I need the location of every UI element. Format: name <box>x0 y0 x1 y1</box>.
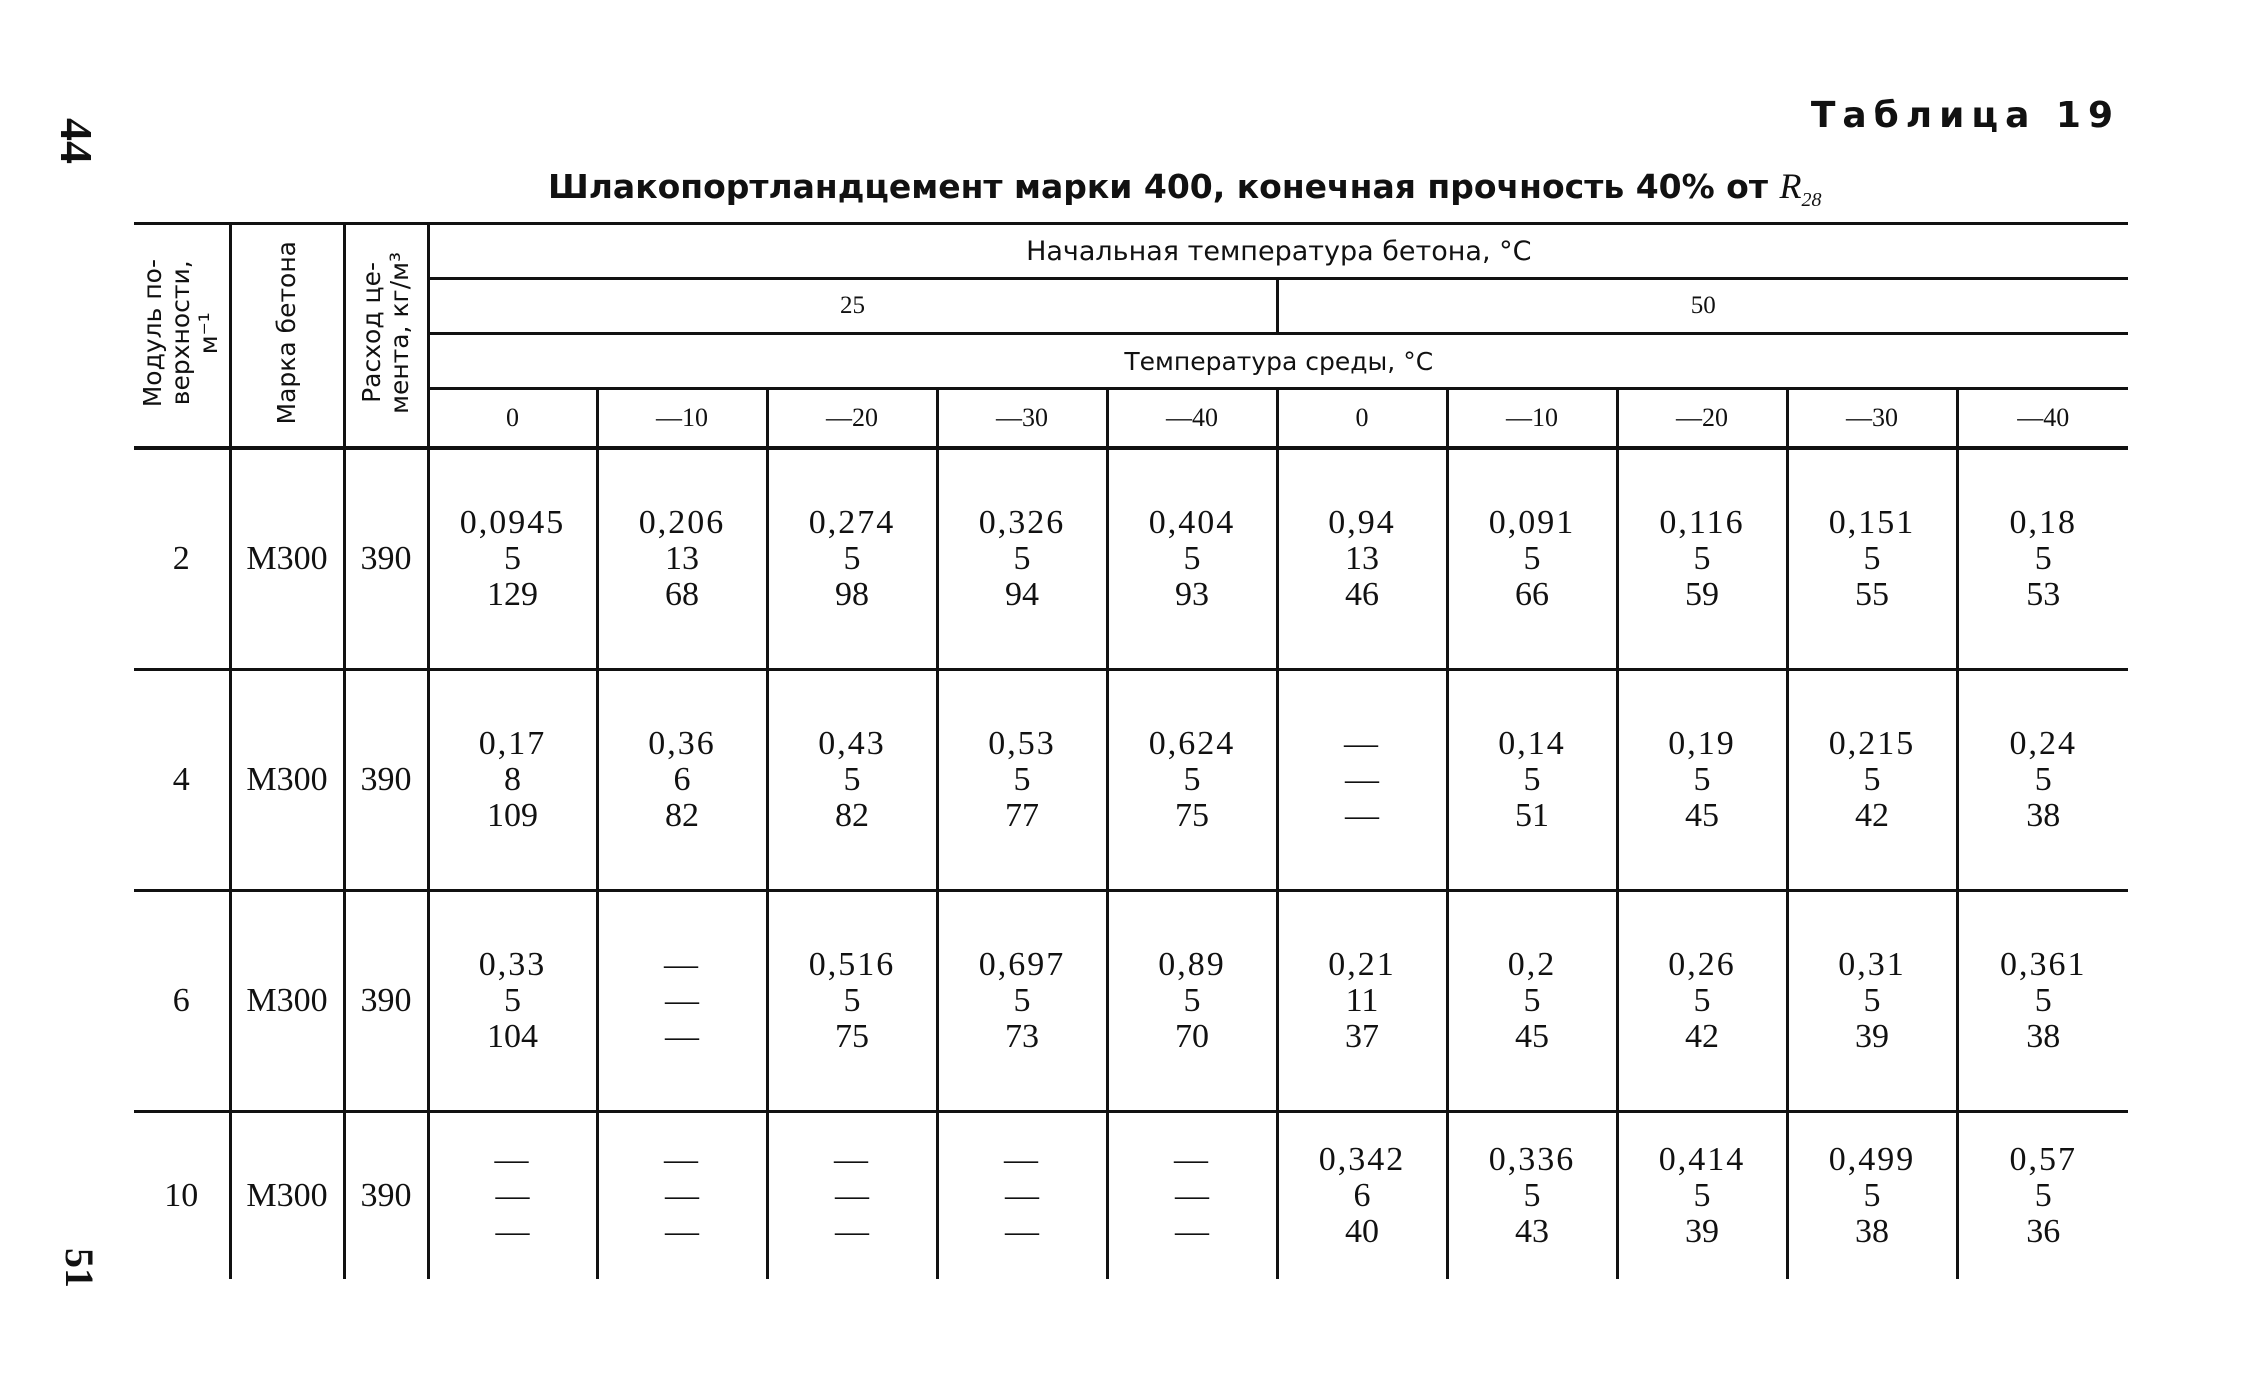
table-row <box>134 891 2128 1112</box>
value-cell <box>1787 891 1957 1112</box>
cell-value: — <box>1345 797 1379 834</box>
cell-value: 5 <box>1523 761 1541 798</box>
value-cell <box>937 670 1107 891</box>
cell-value: 0,499 <box>1828 1141 1916 1178</box>
cell-value: — <box>1175 1213 1209 1250</box>
value-cell <box>597 1112 767 1280</box>
title-symbol: $R_{28}$ <box>1779 166 1822 212</box>
value-cell <box>428 448 597 670</box>
cell-value: 0,206 <box>638 504 726 541</box>
value-cell <box>1957 891 2128 1112</box>
table-row <box>134 670 2128 891</box>
cell-value: 0,274 <box>808 504 896 541</box>
cement-cell: 390 <box>344 891 428 1112</box>
cell-value: 5 <box>1183 982 1201 1019</box>
module-cell: 10 <box>164 1177 199 1214</box>
header-initial-50: 50 <box>1277 279 2128 334</box>
value-cell <box>1957 448 2128 670</box>
cell-value: 0,24 <box>2009 725 2078 762</box>
cell-value: 0,0945 <box>459 504 566 541</box>
cell-value: — <box>835 1213 869 1250</box>
header-env-col: 0 <box>1277 389 1447 449</box>
cell-value: 5 <box>504 982 521 1019</box>
header-env-col: —30 <box>1787 389 1957 449</box>
header-initial-temp: Начальная температура бетона, °С <box>428 224 2128 279</box>
header-env-col: —20 <box>1617 389 1787 449</box>
cell-value: — <box>665 1018 699 1055</box>
header-cement: Расход це- мента, кг/м³ <box>344 224 428 449</box>
cell-value: — <box>664 946 700 983</box>
value-cell <box>1277 891 1447 1112</box>
cell-value: 5 <box>2034 761 2052 798</box>
cell-value: 5 <box>1183 540 1201 577</box>
page-number-top: 44 <box>51 118 102 164</box>
table-title <box>548 165 1821 212</box>
cell-value: 5 <box>1863 1177 1881 1214</box>
cell-value: 5 <box>1013 982 1031 1019</box>
cell-value: — <box>494 1141 531 1178</box>
value-cell <box>1107 891 1277 1112</box>
header-initial-25: 25 <box>428 279 1277 334</box>
cell-value: 0,516 <box>808 946 896 983</box>
cell-value: 59 <box>1685 576 1719 613</box>
cell-value: 5 <box>843 982 861 1019</box>
grade-cell: М300 <box>230 1112 344 1280</box>
cell-value: 51 <box>1515 797 1549 834</box>
cell-value: — <box>1004 1141 1040 1178</box>
cell-value: 70 <box>1175 1018 1209 1055</box>
cell-value: — <box>1005 1213 1039 1250</box>
cell-value: 82 <box>835 797 869 834</box>
header-env-temp: Температура среды, °С <box>428 334 2128 389</box>
cell-value: 75 <box>1175 797 1209 834</box>
table-row <box>134 448 2128 670</box>
cell-value: 5 <box>1523 1177 1541 1214</box>
cell-value: 5 <box>843 540 861 577</box>
cell-value: 0,414 <box>1658 1141 1746 1178</box>
cell-value: 0,89 <box>1158 946 1226 983</box>
cell-value: 0,18 <box>2009 504 2078 541</box>
data-table <box>134 222 2128 1279</box>
cell-value: 6 <box>673 761 691 798</box>
cell-value: 13 <box>665 540 699 577</box>
cell-value: 73 <box>1005 1018 1039 1055</box>
cell-value: 0,404 <box>1148 504 1236 541</box>
value-cell <box>1447 1112 1617 1280</box>
cell-value: 5 <box>843 761 861 798</box>
cement-cell: 390 <box>344 448 428 670</box>
value-cell <box>1447 448 1617 670</box>
value-cell <box>767 448 937 670</box>
header-env-col: —40 <box>1957 389 2128 449</box>
cement-cell: 390 <box>344 1112 428 1280</box>
value-cell <box>1957 1112 2128 1280</box>
cell-value: 45 <box>1685 797 1719 834</box>
cell-value: 45 <box>1515 1018 1549 1055</box>
cell-value: 46 <box>1345 576 1379 613</box>
cell-value: — <box>1345 761 1379 798</box>
cell-value: 0,697 <box>978 946 1066 983</box>
cell-value: — <box>1344 725 1380 762</box>
cell-value: 77 <box>1005 797 1039 834</box>
value-cell <box>597 891 767 1112</box>
cell-value: 5 <box>1013 761 1031 798</box>
value-cell <box>767 670 937 891</box>
cell-value: 5 <box>1863 982 1881 1019</box>
cell-value: 0,116 <box>1659 504 1745 541</box>
cell-value: 98 <box>835 576 869 613</box>
value-cell <box>1617 891 1787 1112</box>
value-cell <box>937 1112 1107 1280</box>
cell-value: 37 <box>1345 1018 1379 1055</box>
cell-value: 5 <box>1523 982 1541 1019</box>
cell-value: — <box>1175 1177 1209 1214</box>
cell-value: 0,53 <box>988 725 1056 762</box>
cell-value: 5 <box>2034 1177 2052 1214</box>
cell-value: — <box>665 1213 699 1250</box>
value-cell <box>937 448 1107 670</box>
cell-value: 0,2 <box>1507 946 1557 983</box>
cell-value: 43 <box>1515 1213 1549 1250</box>
cell-value: — <box>665 1177 699 1214</box>
value-cell <box>428 891 597 1112</box>
value-cell <box>1617 448 1787 670</box>
cell-value: 5 <box>2034 982 2052 1019</box>
cell-value: 0,336 <box>1488 1141 1576 1178</box>
value-cell <box>1787 1112 1957 1280</box>
value-cell <box>1107 670 1277 891</box>
cell-value: 0,21 <box>1328 946 1396 983</box>
cell-value: 75 <box>835 1018 869 1055</box>
cell-value: 0,342 <box>1318 1141 1406 1178</box>
cell-value: 0,33 <box>478 946 547 983</box>
cell-value: 53 <box>2026 576 2061 613</box>
cell-value: 5 <box>504 540 521 577</box>
cell-value: 5 <box>1693 761 1711 798</box>
cell-value: 0,326 <box>978 504 1066 541</box>
cell-value: — <box>835 1177 869 1214</box>
cell-value: 36 <box>2026 1213 2061 1250</box>
value-cell <box>428 1112 597 1280</box>
page-number-bottom: 51 <box>57 1248 102 1288</box>
value-cell <box>1617 670 1787 891</box>
cell-value: 0,624 <box>1148 725 1236 762</box>
cell-value: 0,57 <box>2009 1141 2078 1178</box>
cell-value: — <box>664 1141 700 1178</box>
cell-value: 82 <box>665 797 699 834</box>
cell-value: 38 <box>2026 1018 2061 1055</box>
header-env-col: —40 <box>1107 389 1277 449</box>
cell-value: 38 <box>1855 1213 1889 1250</box>
value-cell <box>1957 670 2128 891</box>
cell-value: 0,151 <box>1828 504 1916 541</box>
value-cell <box>1787 448 1957 670</box>
cell-value: 13 <box>1345 540 1379 577</box>
cell-value: 11 <box>1345 982 1379 1019</box>
grade-cell: М300 <box>230 670 344 891</box>
cell-value: — <box>834 1141 870 1178</box>
cell-value: 5 <box>1693 1177 1711 1214</box>
cell-value: 38 <box>2026 797 2061 834</box>
cell-value: 0,36 <box>648 725 716 762</box>
cell-value: 40 <box>1345 1213 1379 1250</box>
cell-value: 5 <box>1523 540 1541 577</box>
header-env-col: 0 <box>428 389 597 449</box>
value-cell <box>1277 1112 1447 1280</box>
cell-value: 5 <box>1863 540 1881 577</box>
cell-value: 39 <box>1685 1213 1719 1250</box>
table-row <box>134 1112 2128 1280</box>
module-cell: 4 <box>134 670 230 891</box>
cell-value: 5 <box>1183 761 1201 798</box>
cell-value: 129 <box>487 576 538 613</box>
grade-cell: М300 <box>230 891 344 1112</box>
value-cell <box>767 891 937 1112</box>
cell-value: 5 <box>2034 540 2052 577</box>
value-cell <box>1447 670 1617 891</box>
value-cell <box>597 448 767 670</box>
cell-value: 0,091 <box>1488 504 1576 541</box>
value-cell <box>1447 891 1617 1112</box>
value-cell <box>1277 670 1447 891</box>
cell-value: 5 <box>1693 982 1711 1019</box>
value-cell <box>1277 448 1447 670</box>
cell-value: 0,361 <box>2000 946 2087 983</box>
header-env-col: —20 <box>767 389 937 449</box>
cell-value: 42 <box>1685 1018 1719 1055</box>
grade-cell: М300 <box>230 448 344 670</box>
cell-value: 0,215 <box>1828 725 1916 762</box>
title-subscript: 28 <box>1801 189 1822 212</box>
cell-value: 0,31 <box>1838 946 1906 983</box>
value-cell <box>1107 1112 1277 1280</box>
cell-value: 0,19 <box>1668 725 1736 762</box>
header-grade: Марка бетона <box>230 224 344 449</box>
cell-value: 0,14 <box>1498 725 1566 762</box>
header-env-col: —10 <box>597 389 767 449</box>
cell-value: — <box>495 1213 530 1250</box>
module-cell: 6 <box>134 891 230 1112</box>
header-env-col: —30 <box>937 389 1107 449</box>
cell-value: 55 <box>1855 576 1889 613</box>
cell-value: 6 <box>1353 1177 1371 1214</box>
table-label: Таблица 19 <box>1810 95 2120 136</box>
cell-value: 42 <box>1855 797 1889 834</box>
value-cell <box>767 1112 937 1280</box>
header-env-col: —10 <box>1447 389 1617 449</box>
cell-value: 109 <box>487 797 538 834</box>
cell-value: 0,26 <box>1668 946 1736 983</box>
cell-value: — <box>1174 1141 1210 1178</box>
cell-value: 5 <box>1013 540 1031 577</box>
value-cell <box>1617 1112 1787 1280</box>
cell-value: — <box>665 982 699 1019</box>
module-cell: 2 <box>134 448 230 670</box>
cell-value: 0,17 <box>478 725 547 762</box>
value-cell <box>597 670 767 891</box>
value-cell <box>937 891 1107 1112</box>
cell-value: 94 <box>1005 576 1039 613</box>
title-text: Шлакопортландцемент марки 400, конечная прочность 40% от <box>548 167 1768 206</box>
cement-cell: 390 <box>344 670 428 891</box>
cell-value: 104 <box>487 1018 538 1055</box>
value-cell <box>1107 448 1277 670</box>
value-cell <box>428 670 597 891</box>
cell-value: 5 <box>1863 761 1881 798</box>
cell-value: 39 <box>1855 1018 1889 1055</box>
cell-value: 5 <box>1693 540 1711 577</box>
cell-value: 8 <box>504 761 521 798</box>
cell-value: 93 <box>1175 576 1209 613</box>
cell-value: — <box>1005 1177 1039 1214</box>
cell-value: 0,94 <box>1328 504 1396 541</box>
cell-value: — <box>495 1177 530 1214</box>
cell-value: 68 <box>665 576 699 613</box>
cell-value: 66 <box>1515 576 1549 613</box>
value-cell <box>1787 670 1957 891</box>
cell-value: 0,43 <box>818 725 886 762</box>
header-module: Модуль по- верхности, м⁻¹ <box>134 224 230 449</box>
